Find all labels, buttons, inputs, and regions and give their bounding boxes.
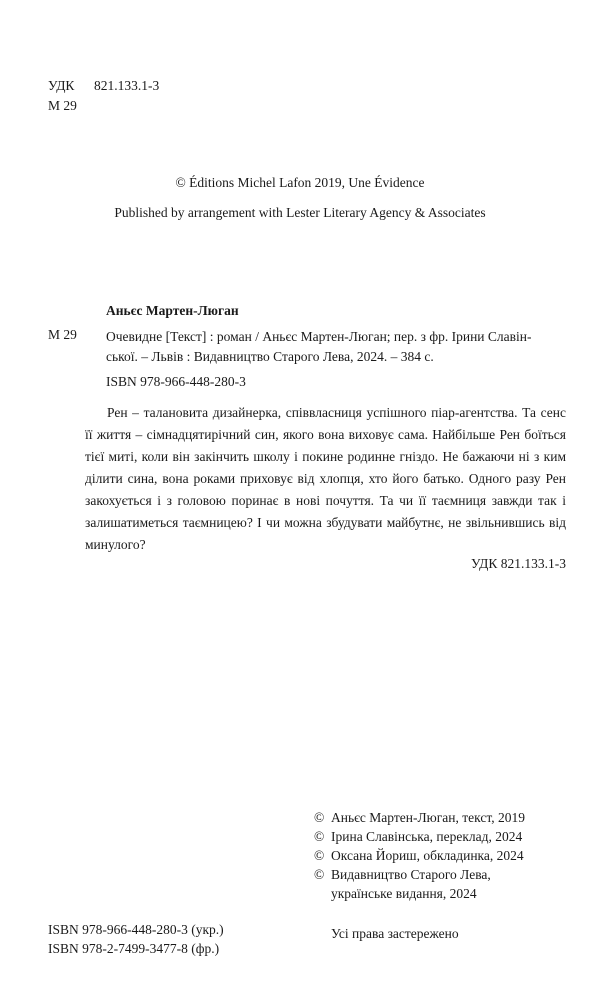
udk-right: УДК 821.133.1-3 — [470, 556, 566, 571]
copyright-symbol: © — [314, 848, 325, 863]
copyright-line — [314, 827, 525, 846]
catalog-index: М 29 — [48, 327, 77, 342]
copyright-list — [314, 808, 525, 903]
catalog-description-line-1: Очевидне [Текст] : роман / Аньєс Мартен-Люган; пер. з фр. Ірини Славін- — [106, 329, 532, 344]
copyright-line — [314, 808, 525, 827]
copyright-line — [314, 865, 525, 884]
copyright-text: Оксана Йориш, обкладинка, 2024 — [331, 848, 524, 863]
catalog-description — [106, 327, 566, 367]
foreign-copyright: © Éditions Michel Lafon 2019, Une Évidence — [175, 175, 425, 190]
udk-label: УДК — [48, 78, 75, 93]
udk-code: 821.133.1-3 — [94, 78, 160, 93]
rights-reserved: Усі права застережено — [331, 926, 459, 941]
copyright-symbol: © — [314, 867, 325, 882]
copyright-line — [314, 846, 525, 865]
catalog-isbn: ISBN 978-966-448-280-3 — [106, 374, 246, 389]
copyright-text: Ірина Славінська, переклад, 2024 — [331, 829, 523, 844]
copyright-symbol — [314, 884, 331, 903]
annotation: Рен – талановита дизайнерка, співвласниця успішного піар-агентства. Та сенс її життя – сімнадцятирічний син, якого вона виховує сама. Найбільше Рен боїться тієї миті, коли він закінчить школу і покине родинне гніздо. Не бажаючи ні з ким ділити сина, вона роками приховує від хлопця, хто його батько. Одного разу Рен закохується і з головою поринає в нові почуття. Та чи її таємниця завжди так і залишатиметься таємницею? І чи можна збудувати майбутнє, не звільнившись від минулого? — [85, 405, 566, 552]
author-mark: М 29 — [48, 98, 77, 113]
arrangement-note: Published by arrangement with Lester Literary Agency & Associates — [114, 205, 486, 220]
copyright-line — [314, 884, 525, 903]
isbn-list — [48, 920, 224, 958]
copyright-text: Видавництво Старого Лева, — [331, 867, 491, 882]
isbn-fr: ISBN 978-2-7499-3477-8 (фр.) — [48, 941, 220, 956]
isbn-ukr: ISBN 978-966-448-280-3 (укр.) — [48, 922, 224, 937]
copyright-text: Аньєс Мартен-Люган, текст, 2019 — [331, 810, 525, 825]
copyright-symbol: © — [314, 829, 325, 844]
copyright-symbol: © — [314, 810, 325, 825]
catalog-author: Аньєс Мартен-Люган — [106, 303, 239, 318]
catalog-description-line-2: ської. – Львів : Видавництво Старого Лева, 2024. – 384 с. — [106, 349, 434, 364]
udk-block — [48, 76, 159, 116]
copyright-text: українське видання, 2024 — [331, 886, 477, 901]
